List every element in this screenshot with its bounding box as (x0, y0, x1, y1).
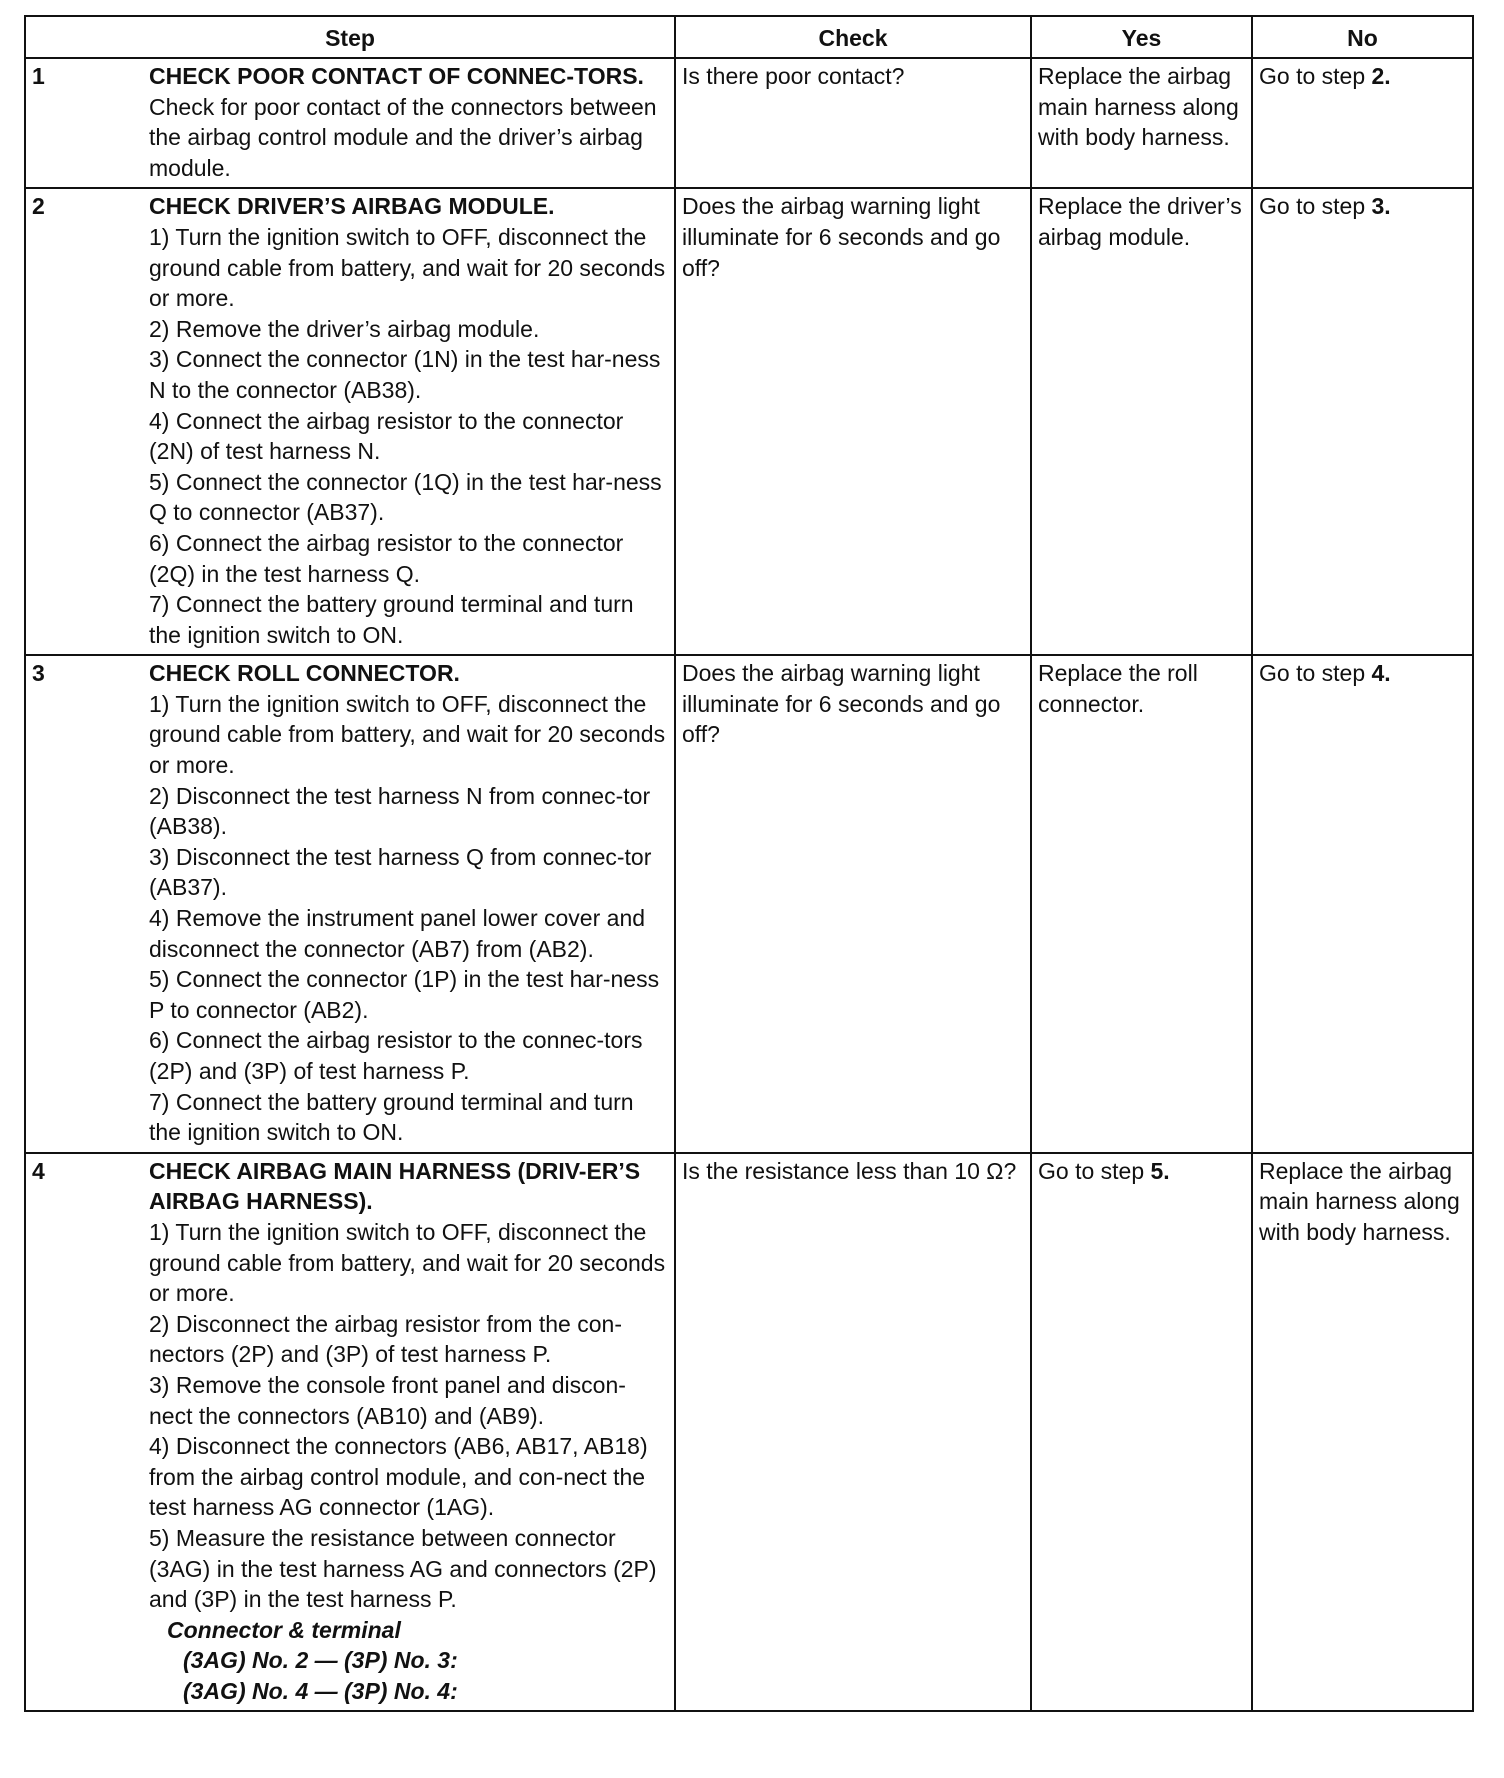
no-cell (1252, 58, 1473, 188)
spec-line: (3AG) No. 2 — (3P) No. 3: (183, 1647, 458, 1674)
step-instruction: Check for poor contact of the connectors between the airbag control module and the driver’s airbag module. (149, 93, 657, 181)
check-cell: Does the airbag warning light illuminate for 6 seconds and go off? (675, 655, 1031, 1153)
no-cell (1252, 655, 1473, 1153)
table-row (25, 188, 1473, 655)
step-instruction: 2) Remove the driver’s airbag module. (149, 315, 540, 342)
step-title: CHECK AIRBAG MAIN HARNESS (DRIV-ER’S AIRBAG HARNESS). (149, 1157, 641, 1215)
no-text: Go to step (1259, 193, 1372, 220)
table-row (25, 1153, 1473, 1712)
no-cell: Replace the airbag main harness along with body harness. (1252, 1153, 1473, 1712)
no-step-link: 2. (1371, 63, 1391, 89)
step-title: CHECK DRIVER’S AIRBAG MODULE. (149, 193, 555, 220)
diagnostic-table (24, 15, 1474, 1712)
no-step-link: 3. (1371, 193, 1391, 220)
step-instruction: 1) Turn the ignition switch to OFF, disconnect the ground cable from battery, and wait for 20 seconds or more. (149, 223, 666, 312)
step-instruction: 1) Turn the ignition switch to OFF, disconnect the ground cable from battery, and wait for 20 seconds or more. (149, 1218, 666, 1307)
step-cell (25, 188, 675, 655)
spec-title: Connector & terminal (167, 1616, 401, 1643)
spec-line: (3AG) No. 4 — (3P) No. 4: (183, 1677, 458, 1704)
header-row (25, 16, 1473, 58)
step-cell (25, 1153, 675, 1712)
step-instruction: 3) Connect the connector (1N) in the test har-ness N to the connector (AB38). (149, 346, 661, 403)
step-instruction: 2) Disconnect the airbag resistor from the con-nectors (2P) and (3P) of test harness P. (149, 1310, 622, 1368)
yes-text: Go to step (1038, 1157, 1151, 1184)
yes-cell (1031, 1153, 1252, 1712)
table-row (25, 58, 1473, 188)
check-cell: Is the resistance less than 10 Ω? (675, 1153, 1031, 1712)
step-instruction: 2) Disconnect the test harness N from connec-tor (AB38). (149, 782, 651, 840)
step-instruction: 4) Disconnect the connectors (AB6, AB17, AB18) from the airbag control module, and con-nect the test harness AG connector (1AG). (149, 1433, 648, 1521)
header-step: Step (25, 16, 675, 58)
table-row (25, 655, 1473, 1153)
yes-cell: Replace the roll connector. (1031, 655, 1252, 1153)
step-instruction: 3) Disconnect the test harness Q from connec-tor (AB37). (149, 843, 652, 901)
yes-cell: Replace the airbag main harness along with body harness. (1031, 58, 1252, 188)
step-instruction: 5) Connect the connector (1P) in the test har-ness P to connector (AB2). (149, 966, 660, 1023)
header-no: No (1252, 16, 1473, 58)
no-text: Go to step (1259, 660, 1372, 687)
step-instruction: 4) Connect the airbag resistor to the connector (2N) of test harness N. (149, 407, 624, 465)
step-instruction: 5) Connect the connector (1Q) in the test har-ness Q to connector (AB37). (149, 468, 662, 526)
no-cell (1252, 188, 1473, 655)
yes-cell: Replace the driver’s airbag module. (1031, 188, 1252, 655)
step-number: 1 (32, 63, 45, 89)
no-text: Go to step (1259, 63, 1372, 89)
step-instruction: 7) Connect the battery ground terminal and turn the ignition switch to ON. (149, 1088, 634, 1146)
check-cell: Does the airbag warning light illuminate for 6 seconds and go off? (675, 188, 1031, 655)
step-cell (25, 58, 675, 188)
yes-step-link: 5. (1150, 1157, 1170, 1184)
step-instruction: 5) Measure the resistance between connector (3AG) in the test harness AG and connectors (2P) and (3P) in the test harness P. (149, 1524, 657, 1613)
header-check: Check (675, 16, 1031, 58)
check-cell: Is there poor contact? (675, 58, 1031, 188)
header-yes: Yes (1031, 16, 1252, 58)
step-instruction: 6) Connect the airbag resistor to the connector (2Q) in the test harness Q. (149, 529, 624, 587)
step-cell (25, 655, 675, 1153)
step-number: 2 (32, 193, 45, 220)
step-title: CHECK POOR CONTACT OF CONNEC-TORS. (149, 63, 644, 89)
step-instruction: 4) Remove the instrument panel lower cover and disconnect the connector (AB7) from (AB2). (149, 905, 646, 962)
step-number: 3 (32, 660, 45, 687)
no-step-link: 4. (1371, 660, 1391, 687)
step-number: 4 (32, 1157, 45, 1184)
step-instruction: 3) Remove the console front panel and discon-nect the connectors (AB10) and (AB9). (149, 1371, 626, 1429)
step-instruction: 7) Connect the battery ground terminal and turn the ignition switch to ON. (149, 591, 634, 648)
step-instruction: 6) Connect the airbag resistor to the connec-tors (2P) and (3P) of test harness P. (149, 1027, 643, 1084)
step-instruction: 1) Turn the ignition switch to OFF, disconnect the ground cable from battery, and wait for 20 seconds or more. (149, 690, 666, 779)
step-title: CHECK ROLL CONNECTOR. (149, 660, 460, 687)
